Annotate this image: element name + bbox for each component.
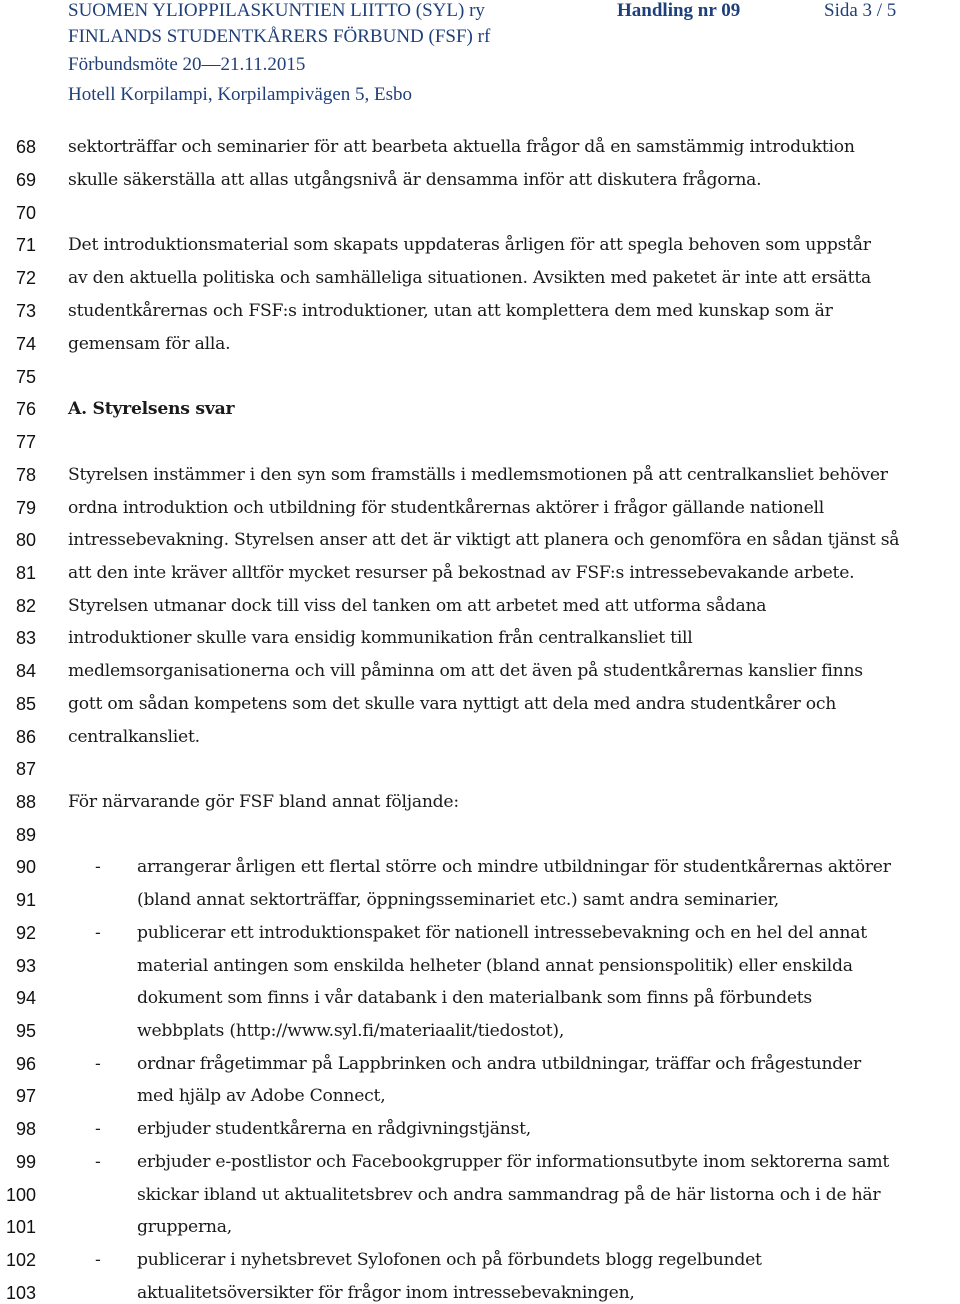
- body-text-line: För närvarande gör FSF bland annat följande:: [68, 792, 459, 812]
- list-bullet: -: [95, 857, 101, 877]
- body-text-line: centralkansliet.: [68, 727, 200, 747]
- list-item-line: erbjuder studentkårerna en rådgivningstjänst,: [137, 1119, 531, 1139]
- line-number: 69: [15, 170, 36, 190]
- organization-name-swedish: FINLANDS STUDENTKÅRERS FÖRBUND (FSF) rf: [68, 26, 491, 47]
- line-number: 78: [15, 465, 36, 485]
- list-bullet: -: [95, 923, 101, 943]
- line-number: 89: [15, 825, 36, 845]
- line-number: 87: [15, 759, 36, 779]
- list-item-line: aktualitetsöversikter för frågor inom intressebevakningen,: [137, 1283, 635, 1303]
- body-text-line: Styrelsen utmanar dock till viss del tanken om att arbetet med att utforma sådana: [68, 596, 767, 616]
- line-number: 92: [15, 923, 36, 943]
- line-number: 88: [15, 792, 36, 812]
- line-number: 82: [15, 596, 36, 616]
- line-number: 103: [5, 1283, 36, 1303]
- body-text-line: introduktioner skulle vara ensidig kommunikation från centralkansliet till: [68, 628, 693, 648]
- line-number: 81: [15, 563, 36, 583]
- body-text-line: gemensam för alla.: [68, 334, 231, 354]
- line-number: 91: [15, 890, 36, 910]
- body-text-line: ordna introduktion och utbildning för studentkårernas aktörer i frågor gällande nationell: [68, 498, 824, 518]
- list-item-line: publicerar ett introduktionspaket för nationell intressebevakning och en hel del annat: [137, 923, 867, 943]
- line-number: 85: [15, 694, 36, 714]
- line-number: 102: [5, 1250, 36, 1270]
- list-item-line: erbjuder e-postlistor och Facebookgrupper för informationsutbyte inom sektorerna samt: [137, 1152, 890, 1172]
- line-number: 93: [15, 956, 36, 976]
- line-number: 80: [15, 530, 36, 550]
- line-number: 83: [15, 628, 36, 648]
- line-number: 72: [15, 268, 36, 288]
- line-number: 73: [15, 301, 36, 321]
- line-number: 74: [15, 334, 36, 354]
- line-number: 100: [5, 1185, 36, 1205]
- line-number: 68: [15, 137, 36, 157]
- list-bullet: -: [95, 1054, 101, 1074]
- list-item-line: webbplats (http://www.syl.fi/materiaalit/tiedostot),: [137, 1021, 565, 1041]
- body-text-line: av den aktuella politiska och samhälleliga situationen. Avsikten med paketet är inte att ersätta: [68, 268, 871, 288]
- list-item-line: (bland annat sektorträffar, öppningsseminariet etc.) samt andra seminarier,: [137, 890, 779, 910]
- meeting-date: Förbundsmöte 20—21.11.2015: [68, 54, 306, 75]
- body-text-line: Styrelsen instämmer i den syn som framställs i medlemsmotionen på att centralkansliet behöver: [68, 465, 888, 485]
- body-text-line: Det introduktionsmaterial som skapats uppdateras årligen för att spegla behoven som uppstår: [68, 235, 871, 255]
- body-text-line: sektorträffar och seminarier för att bearbeta aktuella frågor då en samstämmig introduktion: [68, 137, 855, 157]
- list-bullet: -: [95, 1152, 101, 1172]
- list-item-line: ordnar frågetimmar på Lappbrinken och andra utbildningar, träffar och frågestunder: [137, 1054, 861, 1074]
- organization-name-finnish: SUOMEN YLIOPPILASKUNTIEN LIITTO (SYL) ry: [68, 0, 485, 21]
- body-text-line: skulle säkerställa att allas utgångsnivå är densamma inför att diskutera frågorna.: [68, 170, 762, 190]
- line-number: 71: [15, 235, 36, 255]
- line-number: 99: [15, 1152, 36, 1172]
- list-item-line: publicerar i nyhetsbrevet Sylofonen och på förbundets blogg regelbundet: [137, 1250, 762, 1270]
- line-number: 77: [15, 432, 36, 452]
- list-item-line: grupperna,: [137, 1217, 232, 1237]
- list-item-line: dokument som finns i vår databank i den materialbank som finns på förbundets: [137, 988, 812, 1008]
- line-number: 98: [15, 1119, 36, 1139]
- list-item-line: med hjälp av Adobe Connect,: [137, 1086, 386, 1106]
- line-number: 79: [15, 498, 36, 518]
- line-number: 70: [15, 203, 36, 223]
- line-number: 76: [15, 399, 36, 419]
- meeting-venue: Hotell Korpilampi, Korpilampivägen 5, Esbo: [68, 84, 413, 105]
- body-text-line: intressebevakning. Styrelsen anser att det är viktigt att planera och genomföra en sådan tjänst så: [68, 530, 900, 550]
- line-number: 96: [15, 1054, 36, 1074]
- list-item-line: material antingen som enskilda helheter (bland annat pensionspolitik) eller enskilda: [137, 956, 853, 976]
- list-item-line: skickar ibland ut aktualitetsbrev och andra sammandrag på de här listorna och i de här: [137, 1185, 881, 1205]
- page-number: Sida 3 / 5: [824, 0, 897, 21]
- line-number: 75: [15, 367, 36, 387]
- list-item-line: arrangerar årligen ett flertal större och mindre utbildningar för studentkårernas aktörer: [137, 857, 891, 877]
- body-text-line: att den inte kräver alltför mycket resurser på bekostnad av FSF:s intressebevakande arbete.: [68, 563, 855, 583]
- line-number: 95: [15, 1021, 36, 1041]
- line-number: 86: [15, 727, 36, 747]
- line-number: 84: [15, 661, 36, 681]
- list-bullet: -: [95, 1119, 101, 1139]
- line-number: 101: [5, 1217, 36, 1237]
- line-number: 90: [15, 857, 36, 877]
- body-text-line: studentkårernas och FSF:s introduktioner, utan att komplettera dem med kunskap som är: [68, 301, 833, 321]
- document-number: Handling nr 09: [617, 0, 741, 21]
- list-bullet: -: [95, 1250, 101, 1270]
- line-number: 94: [15, 988, 36, 1008]
- body-text-line: gott om sådan kompetens som det skulle vara nyttigt att dela med andra studentkårer och: [68, 694, 837, 714]
- section-heading: A. Styrelsens svar: [68, 399, 235, 419]
- body-text-line: medlemsorganisationerna och vill påminna om att det även på studentkårernas kanslier finns: [68, 661, 863, 681]
- line-number: 97: [15, 1086, 36, 1106]
